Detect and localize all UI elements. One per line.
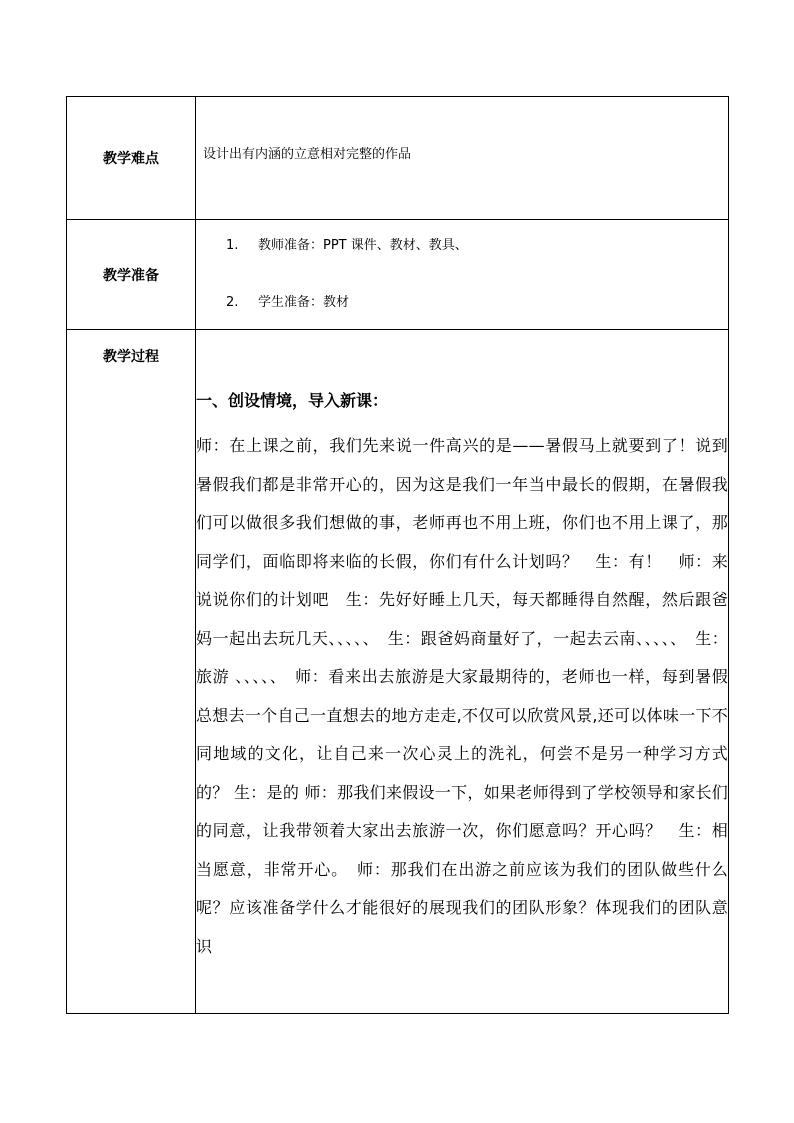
label-process (67, 330, 196, 1014)
process-body-text: 师：在上课之前，我们先来说一件高兴的是——暑假马上就要到了！说到暑假我们都是非常开心的，因为这是我们一年当中最长的假期，在暑假我们可以做很多我们想做的事，老师再也不用上班，你们也不用上课了，那同学们，面临即将来临的长假，你们有什么计划吗？ 生：有！ 师：来说说你们的计划吧 生：先好好睡上几天，每天都睡得自然醒，然后跟爸妈一起出去玩几天、、、、、 生：跟爸妈商量好了，一起去云南、、、、、 生：旅游 、、、、、 师：看来出去旅游是大家最期待的，老师也一样，每到暑假总想去一个自己一直想去的地方走走,不仅可以欣赏风景,还可以体味一下不同地域的文化，让自己来一次心灵上的洗礼，何尝不是另一种学习方式的？ 生：是的 师：那我们来假设一下，如果老师得到了学校领导和家长们的同意，让我带领着大家出去旅游一次，你们愿意吗？开心吗？ 生：相当愿意，非常开心。 师：那我们在出游之前应该为我们的团队做些什么呢？应该准备学什么才能很好的展现我们的团队形象？体现我们的团队意识 (196, 436, 728, 956)
label-preparation-text: 教学准备 (103, 267, 159, 284)
label-difficulty (67, 97, 196, 220)
content-preparation (196, 220, 729, 330)
table-row-difficulty (67, 97, 729, 220)
process-section-heading: 一、创设情境，导入新课： (196, 391, 389, 410)
label-process-text: 教学过程 (103, 349, 159, 365)
list-item (196, 235, 728, 257)
content-process (196, 330, 729, 1014)
list-item-text: 教师准备：PPT 课件、教材、教具、 (258, 238, 468, 253)
lesson-plan-table (66, 96, 729, 1014)
content-difficulty (196, 97, 729, 220)
preparation-list (196, 235, 728, 314)
difficulty-text: 设计出有内涵的立意相对完整的作品 (203, 146, 412, 162)
label-difficulty-text: 教学难点 (103, 151, 159, 167)
list-item-number: 2. (226, 295, 239, 310)
list-item-text: 学生准备：教材 (258, 295, 350, 310)
table-row-process (67, 330, 729, 1014)
table-row-preparation (67, 220, 729, 330)
list-item-number: 1. (226, 238, 239, 253)
label-preparation (67, 220, 196, 330)
list-item (196, 292, 728, 314)
